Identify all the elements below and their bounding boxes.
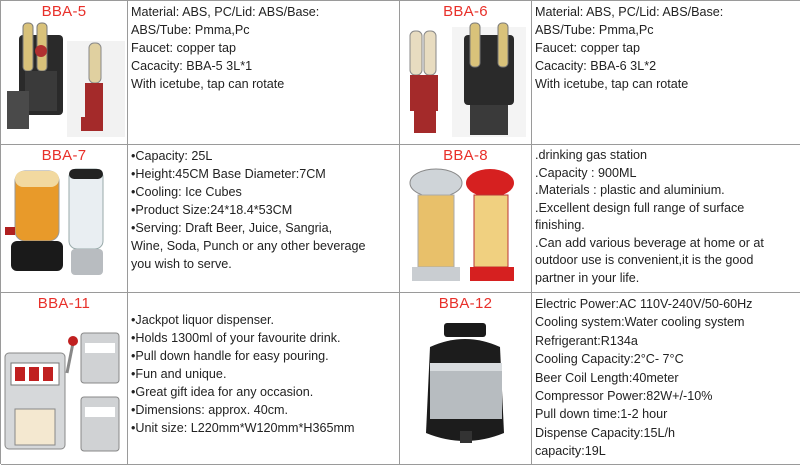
model-label-bba8: BBA-8 [443,147,488,164]
spec-line: •Unit size: L220mm*W120mm*H365mm [131,421,355,435]
spec-line: you wish to serve. [131,257,232,271]
gas-station-dispenser-image [400,165,531,292]
spec-line: Refrigerant:R134a [535,333,638,348]
spec-cell-bba8 [532,145,800,293]
spec-line: .Excellent design full range of surface [535,200,745,215]
spec-line: •Fun and unique. [131,367,227,381]
spec-line: •Cooling: Ice Cubes [131,185,242,199]
product-image-cell-bba11 [1,293,128,465]
product-image-cell-bba6 [400,1,532,145]
spec-cell-bba11 [128,293,400,465]
spec-line: .Can add various beverage at home or at [535,235,764,250]
product-image-cell-bba12 [400,293,532,465]
spec-line: •Dimensions: approx. 40cm. [131,403,288,417]
spec-line: Material: ABS, PC/Lid: ABS/Base: [535,5,724,19]
spec-cell-bba6 [532,1,800,145]
product-image-cell-bba8 [400,145,532,293]
spec-line: •Holds 1300ml of your favourite drink. [131,331,341,345]
spec-line: Cooling system:Water cooling system [535,315,745,330]
spec-line: Cacacity: BBA-5 3L*1 [131,59,253,73]
spec-line: •Great gift idea for any occasion. [131,385,314,399]
spec-line: capacity:19L [535,444,606,459]
spec-line: partner in your life. [535,270,640,285]
spec-line: .drinking gas station [535,148,648,162]
model-label-bba11: BBA-11 [37,295,91,312]
spec-line: .Capacity : 900ML [535,165,637,180]
spec-line: Electric Power:AC 110V-240V/50-60Hz [535,297,753,311]
beer-backpack-image [1,21,127,144]
spec-line: With icetube, tap can rotate [535,77,689,91]
model-label-bba7: BBA-7 [41,147,87,164]
jackpot-slot-machine-image [1,313,127,464]
beer-tower-dispenser-image [1,165,127,292]
spec-line: .Materials : plastic and aluminium. [535,183,725,197]
spec-line: With icetube, tap can rotate [131,77,285,91]
spec-line: Compressor Power:82W+/-10% [535,389,713,404]
model-label-bba12: BBA-12 [438,295,493,312]
insulated-keg-jug-image [400,313,531,464]
product-image-cell-bba7 [1,145,128,293]
spec-cell-bba5 [128,1,400,145]
spec-line: •Pull down handle for easy pouring. [131,349,329,363]
spec-line: •Product Size:24*18.4*53CM [131,203,293,217]
spec-line: Cacacity: BBA-6 3L*2 [535,59,657,73]
spec-line: outdoor use is convenient,it is the good [535,253,754,267]
double-beer-backpack-image [400,21,531,144]
spec-line: •Height:45CM Base Diameter:7CM [131,167,326,181]
spec-line: Material: ABS, PC/Lid: ABS/Base: [131,5,320,19]
product-image-cell-bba5 [1,1,128,145]
spec-line: Faucet: copper tap [131,41,237,55]
spec-cell-bba12 [532,293,800,465]
model-label-bba6: BBA-6 [443,3,488,20]
spec-line: •Jackpot liquor dispenser. [131,313,275,327]
spec-line: ABS/Tube: Pmma,Pc [535,23,654,37]
spec-line: Wine, Soda, Punch or any other beverage [131,239,366,253]
spec-line: •Serving: Draft Beer, Juice, Sangria, [131,221,333,235]
spec-line: Faucet: copper tap [535,41,641,55]
spec-line: Pull down time:1-2 hour [535,407,668,422]
spec-cell-bba7 [128,145,400,293]
spec-line: Cooling Capacity:2°C- 7°C [535,352,684,367]
spec-line: Dispense Capacity:15L/h [535,425,676,440]
model-label-bba5: BBA-5 [41,3,87,20]
spec-line: finishing. [535,218,585,232]
spec-line: ABS/Tube: Pmma,Pc [131,23,250,37]
spec-line: •Capacity: 25L [131,149,213,163]
spec-line: Beer Coil Length:40meter [535,370,679,385]
